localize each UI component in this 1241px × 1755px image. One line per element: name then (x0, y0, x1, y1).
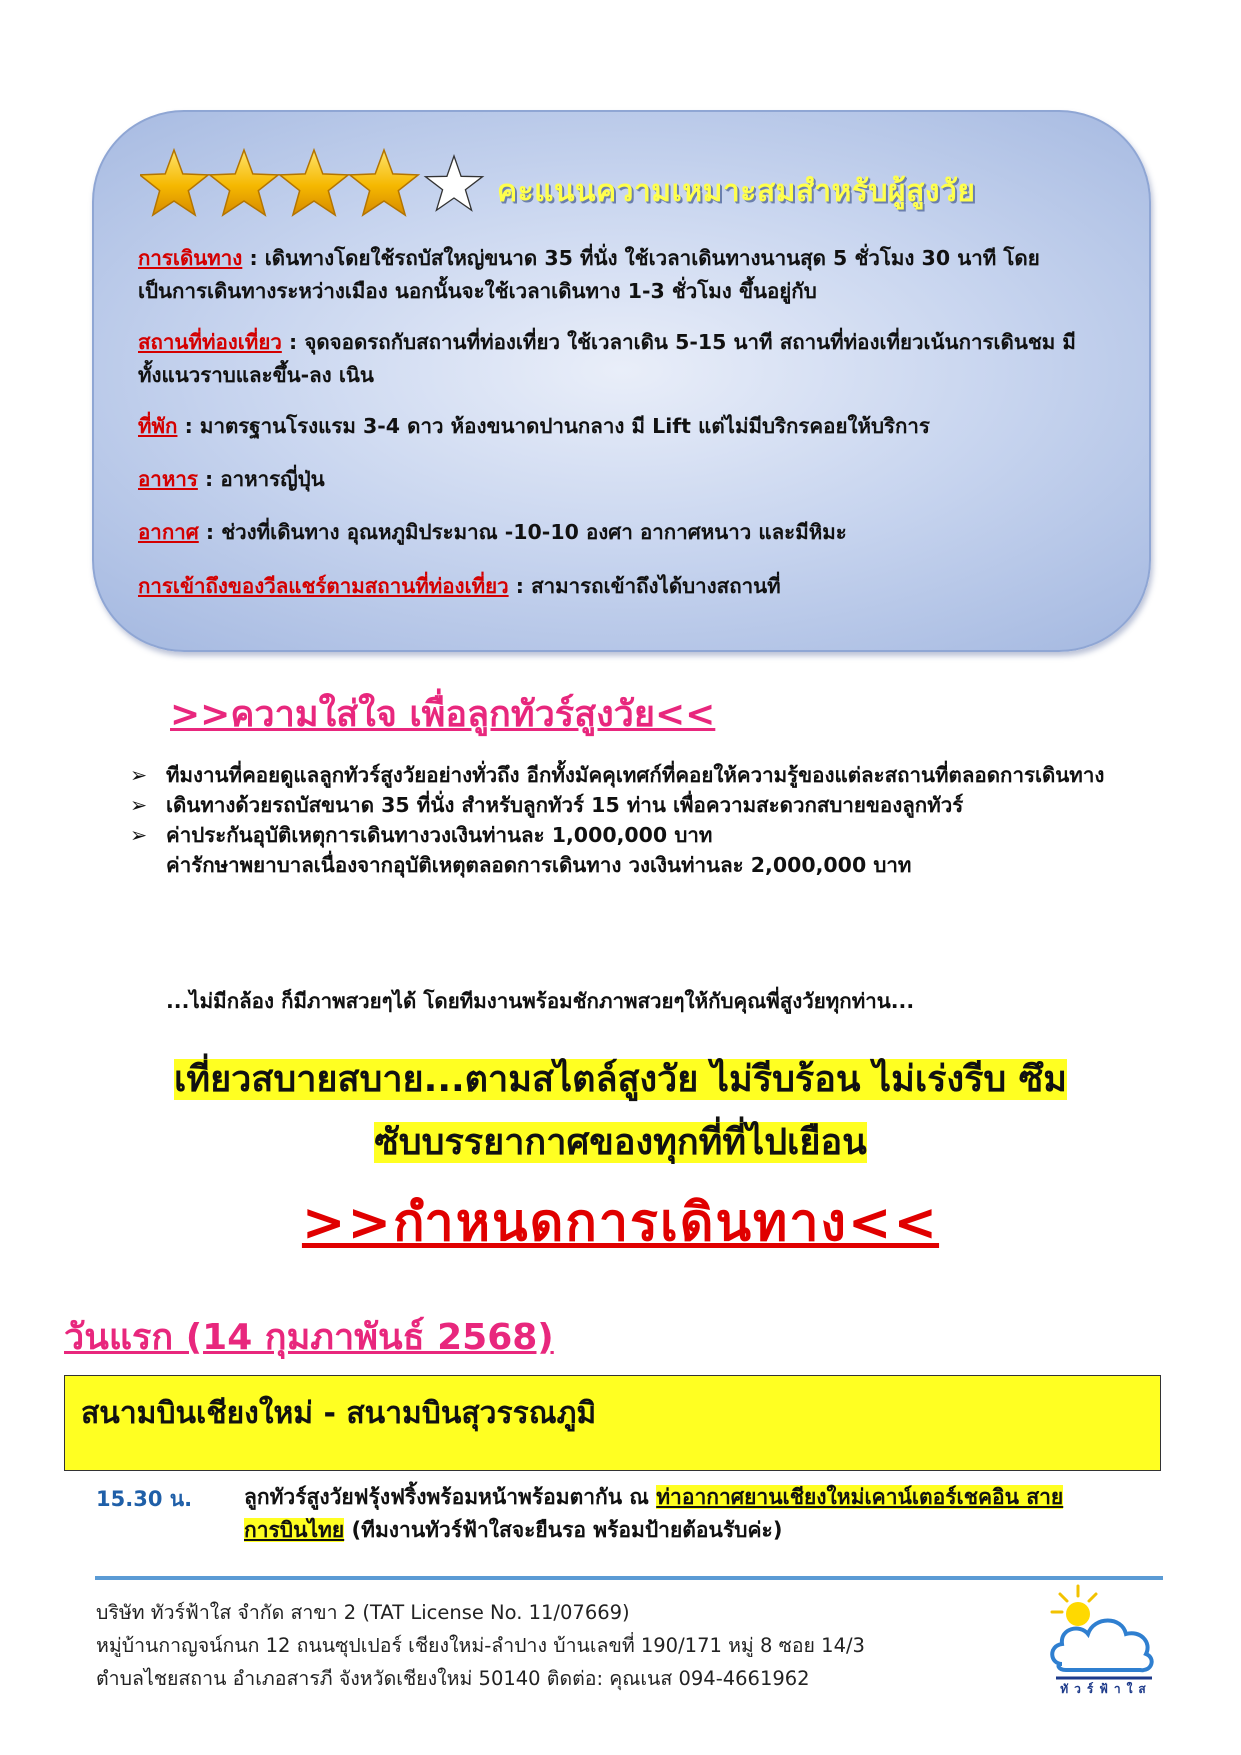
care-list (130, 760, 1140, 880)
info-text: : สามารถเข้าถึงได้บางสถานที่ (508, 574, 781, 598)
care-heading: >>ความใส่ใจ เพื่อลูกทัวร์สูงวัย<< (170, 694, 716, 735)
info-wheelchair (138, 570, 1088, 603)
footer-divider (95, 1576, 1163, 1580)
rating-title: คะแนนความเหมาะสมสำหรับผู้สูงวัย (497, 174, 976, 209)
photo-note: ...ไม่มีกล้อง ก็มีภาพสวยๆได้ โดยทีมงานพร้อมชักภาพสวยๆให้กับคุณพี่สูงวัยทุกท่าน... (166, 989, 915, 1013)
info-label: สถานที่ท่องเที่ยว (138, 330, 282, 354)
list-item (130, 790, 1140, 820)
logo-text: ทัวร์ฟ้าใส (1060, 1682, 1152, 1696)
info-label: อาหาร (138, 467, 198, 491)
route-text: สนามบินเชียงใหม่ - สนามบินสุวรรณภูมิ (81, 1396, 597, 1431)
schedule-heading: >>กำหนดการเดินทาง<< (301, 1193, 940, 1253)
info-text: : ช่วงที่เดินทาง อุณหภูมิประมาณ -10-10 องศา อากาศหนาว และมีหิมะ (198, 520, 847, 544)
list-item (130, 820, 1140, 850)
info-weather (138, 516, 1088, 549)
footer-line: บริษัท ทัวร์ฟ้าใส จำกัด สาขา 2 (TAT License No. 11/07669) (96, 1601, 630, 1624)
star-empty-icon (426, 156, 483, 210)
slogan-line: เที่ยวสบายสบาย...ตามสไตล์สูงวัย ไม่รีบร้อน ไม่เร่งรีบ ซึม (174, 1059, 1067, 1100)
star-filled-icon (350, 150, 418, 215)
info-label: การเข้าถึงของวีลแชร์ตามสถานที่ท่องเที่ยว (138, 574, 509, 598)
info-label: อากาศ (138, 520, 199, 544)
info-attractions (138, 326, 1088, 392)
company-logo-icon (1048, 1582, 1160, 1682)
footer (96, 1596, 865, 1695)
info-text: : มาตรฐานโรงแรม 3-4 ดาว ห้องขนาดปานกลาง มี Lift แต่ไม่มีบริกรคอยให้บริการ (177, 414, 930, 438)
info-text: : จุดจอดรถกับสถานที่ท่องเที่ยว ใช้เวลาเดิน 5-15 นาที สถานที่ท่องเที่ยวเน้นการเดินชม มีทั้งแนวราบและขึ้น-ลง เนิน (138, 330, 1076, 387)
footer-line: ตำบลไชยสถาน อำเภอสารภี จังหวัดเชียงใหม่ 50140 ติดต่อ: คุณเนส 094-4661962 (96, 1667, 810, 1690)
itinerary-desc (244, 1481, 1144, 1547)
list-item-extra: ค่ารักษาพยาบาลเนื่องจากอุบัติเหตุตลอดการเดินทาง วงเงินท่านละ 2,000,000 บาท (166, 853, 912, 877)
list-item-text: เดินทางด้วยรถบัสขนาด 35 ที่นั่ง สำหรับลูกทัวร์ 15 ท่าน เพื่อความสะดวกสบายของลูกทัวร์ (166, 793, 964, 817)
slogan-line: ซับบรรยากาศของทุกที่ที่ไปเยือน (374, 1122, 867, 1163)
desc-text: (ทีมงานทัวร์ฟ้าใสจะยืนรอ พร้อมป้ายต้อนรับค่ะ) (344, 1518, 783, 1542)
info-transport (138, 242, 1088, 308)
list-item-text: ค่าประกันอุบัติเหตุการเดินทางวงเงินท่านละ 1,000,000 บาท (166, 823, 713, 847)
info-text: : เดินทางโดยใช้รถบัสใหญ่ขนาด 35 ที่นั่ง ใช้เวลาเดินทางนานสุด 5 ชั่วโมง 30 นาที โดยเป็นการเดินทางระหว่างเมือง นอกนั้นจะใช้เวลาเดินทาง 1-3 ชั่วโมง ขึ้นอยู่กับ (138, 246, 1040, 303)
list-item-text: ทีมงานที่คอยดูแลลูกทัวร์สูงวัยอย่างทั่วถึง อีกทั้งมัคคุเทศก์ที่คอยให้ความรู้ของแต่ละสถานที่ตลอดการเดินทาง (166, 763, 1105, 787)
info-hotel (138, 410, 1088, 443)
list-item (130, 760, 1140, 790)
desc-text: ลูกทัวร์สูงวัยฟรุ้งฟริ้งพร้อมหน้าพร้อมตากัน ณ (244, 1485, 657, 1509)
info-label: ที่พัก (138, 414, 178, 438)
star-filled-icon (280, 150, 348, 215)
star-filled-icon (210, 150, 278, 215)
itinerary-time: 15.30 น. (96, 1487, 193, 1511)
footer-line: หมู่บ้านกาญจน์กนก 12 ถนนซุปเปอร์ เชียงใหม่-ลำปาง บ้านเลขที่ 190/171 หมู่ 8 ซอย 14/3 (96, 1634, 865, 1657)
info-text: : อาหารญี่ปุ่น (197, 467, 325, 491)
route-box (64, 1375, 1161, 1471)
arrow-bullet-icon: ➢ (130, 823, 148, 847)
arrow-bullet-icon: ➢ (130, 763, 148, 787)
desc-highlight: ท่าอากาศยานเชียงใหม่เคาน์เตอร์เชคอิน สายการบินไทย (244, 1485, 1064, 1542)
rating-stars (140, 148, 495, 218)
star-filled-icon (140, 150, 208, 215)
info-food (138, 463, 1088, 496)
arrow-bullet-icon: ➢ (130, 793, 148, 817)
slogan (60, 1048, 1181, 1174)
day-title: วันแรก (14 กุมภาพันธ์ 2568) (64, 1317, 554, 1358)
info-label: การเดินทาง (138, 246, 243, 270)
